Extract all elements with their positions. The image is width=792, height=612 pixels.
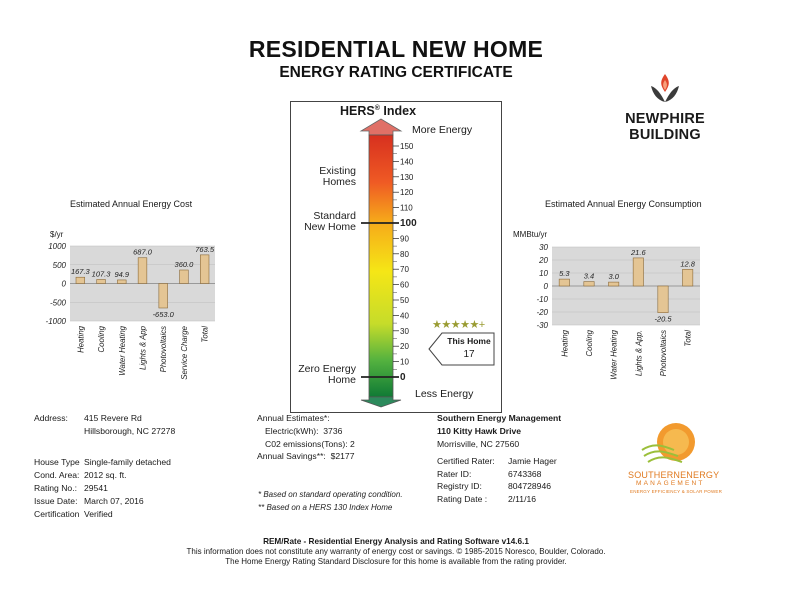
newphire-flame-icon [645, 72, 685, 108]
footer-disclosure: The Home Energy Rating Standard Disclosure for this home is available from the rating provider. [225, 557, 567, 566]
cost-bar [76, 277, 85, 283]
consumption-chart [510, 240, 710, 400]
hers-tick-label: 130 [400, 172, 414, 182]
cost-bar [97, 279, 106, 283]
consumption-ytick-label: 20 [539, 256, 548, 265]
cost-chart-title: Estimated Annual Energy Cost [70, 199, 193, 209]
rater-city: Morrisville, NC 27560 [437, 439, 520, 449]
consumption-category-label: Total [683, 330, 693, 347]
cost-category-label: Water Heating [117, 326, 127, 376]
consumption-data-label: 21.6 [631, 247, 646, 257]
consumption-chart-ylabel: MMBtu/yr [513, 230, 548, 239]
consumption-ytick-label: -20 [536, 308, 548, 317]
consumption-category-label: Photovoltaics [659, 330, 668, 377]
cost-ytick-label: -500 [49, 298, 66, 308]
consumption-bar [584, 282, 594, 286]
note-standard-conditions: * Based on standard operating condition. [258, 490, 403, 499]
hers-tick-label: 110 [400, 203, 413, 213]
consumption-chart-title: Estimated Annual Energy Consumption [545, 199, 702, 209]
hers-tick-label: 10 [400, 357, 409, 367]
cost-bar [200, 255, 209, 284]
consumption-ytick-label: 0 [543, 282, 548, 291]
standard-new-home-label: Standard New Home [304, 210, 356, 233]
co2-estimate: C02 emissions(Tons): 2 [265, 439, 355, 449]
hers-tick-label: 30 [400, 326, 409, 336]
cost-category-label: Heating [76, 326, 86, 353]
consumption-ytick-label: -30 [536, 321, 548, 330]
annual-savings: Annual Savings**: $2177 [257, 451, 355, 461]
cost-data-label: 107.3 [91, 269, 111, 279]
certified-rater-label: Certified Rater: [437, 456, 495, 466]
note-hers-130: ** Based on a HERS 130 Index Home [258, 503, 393, 512]
cost-category-label: Photovoltaics [159, 326, 169, 373]
southern-energy-sun-icon [640, 420, 700, 470]
cost-data-label: 687.0 [133, 247, 152, 257]
zero-energy-home-label: Zero Energy Home [298, 363, 356, 386]
cost-chart [30, 240, 230, 400]
rating-date-label: Rating Date : [437, 494, 488, 504]
estimates-heading: Annual Estimates*: [257, 413, 330, 423]
hers-down-arrow [361, 397, 401, 407]
consumption-data-label: 3.4 [583, 271, 595, 281]
cost-data-label: -653.0 [152, 309, 174, 319]
consumption-ytick-label: -10 [536, 295, 548, 304]
consumption-bar [559, 279, 569, 286]
consumption-bar [608, 282, 618, 286]
this-home-label: This Home [447, 336, 491, 346]
consumption-data-label: 3.0 [608, 272, 619, 282]
rater-street: 110 Kitty Hawk Drive [437, 426, 522, 436]
cost-bar [180, 270, 189, 284]
consumption-ytick-label: 30 [539, 243, 548, 252]
hers-tick-label: 140 [400, 157, 414, 167]
cost-category-label: Cooling [97, 326, 107, 353]
certificate-subtitle: ENERGY RATING CERTIFICATE [279, 64, 513, 81]
rater-id-label: Rater ID: [437, 469, 472, 479]
cost-bar [138, 258, 147, 284]
hers-color-bar [369, 135, 393, 397]
southern-energy-logo-name: SOUTHERNENERGY [628, 470, 720, 480]
cost-category-label: Total [200, 326, 210, 343]
consumption-category-label: Lights & App. [634, 330, 644, 377]
cost-data-label: 763.5 [195, 244, 215, 254]
consumption-data-label: 12.8 [680, 259, 695, 269]
this-home-value: 17 [463, 349, 475, 360]
hers-tick-label: 90 [400, 234, 409, 244]
rater-id-value: 6743368 [508, 469, 542, 479]
less-energy-label: Less Energy [415, 388, 474, 400]
registry-id-value: 804728946 [508, 481, 552, 491]
hers-tick-label: 50 [400, 296, 409, 305]
certified-rater-value: Jamie Hager [508, 456, 557, 466]
consumption-data-label: -20.5 [654, 314, 672, 324]
consumption-data-label: 5.3 [559, 269, 570, 279]
hers-tick-label: 20 [400, 342, 409, 352]
cost-data-label: 360.0 [174, 260, 194, 269]
hers-tick-label: 100 [400, 218, 417, 229]
hers-tick-label: 40 [400, 311, 409, 321]
hers-tick-label: 0 [400, 372, 406, 383]
footer-software: REM/Rate - Residential Energy Analysis and Rating Software v14.6.1 [263, 537, 529, 546]
property-info: Address: 415 Revere Rd Hillsborough, NC 27278 House Type Single-family detached Cond. Area: 2012 sq. ft. Rating No.: 29541 Issue Date: March 07, 2016 Certification Verified [34, 413, 176, 519]
rater-company: Southern Energy Management [437, 413, 562, 423]
certificate-title: RESIDENTIAL NEW HOME [248, 36, 544, 62]
cost-ytick-label: 1000 [48, 242, 66, 251]
cost-bar [159, 284, 168, 308]
cost-category-label: Lights & App [138, 326, 148, 370]
cost-ytick-label: -1000 [45, 317, 66, 326]
cost-ytick-label: 500 [52, 260, 66, 270]
hers-tick-label: 120 [400, 188, 414, 198]
rating-date-value: 2/11/16 [508, 494, 537, 504]
hers-tick-label: 60 [400, 280, 409, 290]
cost-ytick-label: 0 [61, 279, 66, 289]
consumption-category-label: Water Heating [609, 330, 619, 380]
hers-index-title: HERS® Index [340, 104, 417, 118]
cost-data-label: 167.3 [70, 267, 90, 277]
cost-chart-ylabel: $/yr [50, 230, 64, 239]
consumption-bar [682, 269, 692, 286]
consumption-bar [658, 286, 668, 313]
southern-energy-logo-management: MANAGEMENT [636, 480, 705, 487]
hers-tick-label: 70 [400, 265, 409, 275]
hers-tick-label: 80 [400, 249, 409, 259]
electric-estimate: Electric(kWh): 3736 [265, 426, 343, 436]
rating-stars-icon: ★★★★★+ [432, 319, 485, 331]
consumption-ytick-label: 10 [539, 269, 548, 278]
newphire-building-name: NEWPHIRE BUILDING [625, 111, 705, 143]
southern-energy-logo-tagline: ENERGY EFFICIENCY & SOLAR POWER [630, 489, 723, 494]
consumption-category-label: Heating [560, 330, 570, 357]
cost-data-label: 94.9 [114, 269, 130, 279]
hers-up-arrow [361, 119, 401, 135]
registry-id-label: Registry ID: [437, 481, 482, 491]
more-energy-label: More Energy [412, 124, 473, 136]
footer-disclaimer: This information does not constitute any warranty of energy cost or savings. © 1985-2015 Noresco, Boulder, Colorado. [186, 547, 606, 556]
existing-homes-label: Existing Homes [319, 165, 356, 188]
consumption-category-label: Cooling [585, 330, 594, 357]
cost-bar [117, 280, 126, 284]
cost-category-label: Service Charge [179, 326, 189, 380]
hers-tick-label: 150 [400, 142, 414, 151]
consumption-bar [633, 258, 643, 286]
